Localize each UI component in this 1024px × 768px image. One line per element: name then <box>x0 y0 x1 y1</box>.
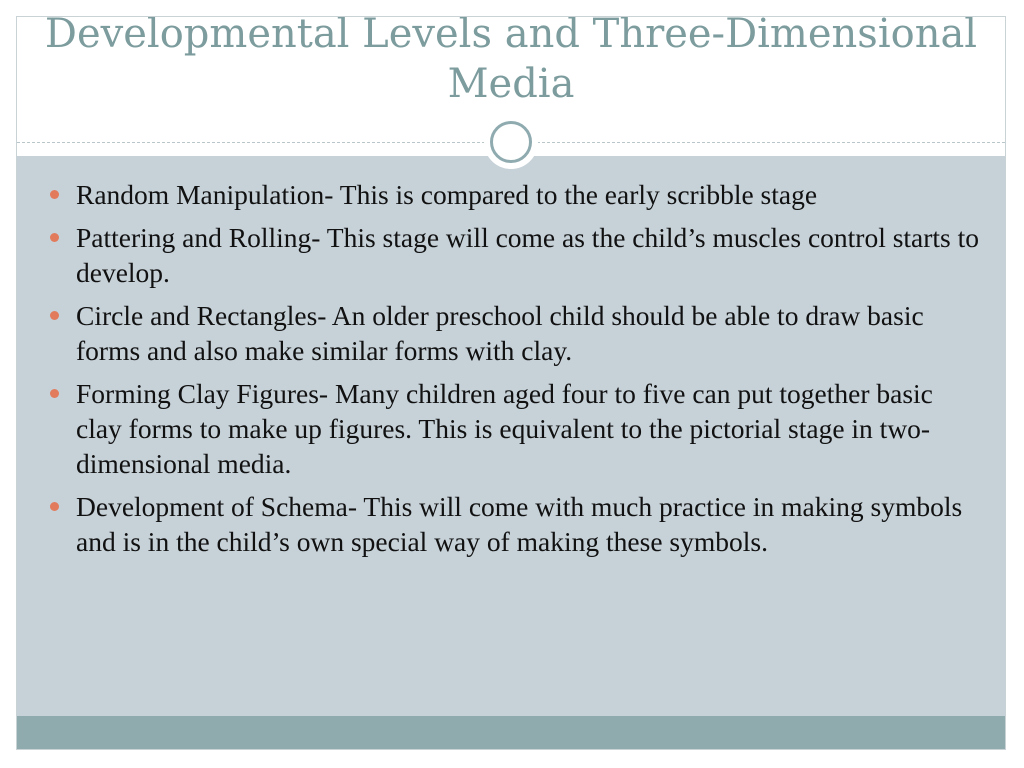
list-item <box>48 376 983 481</box>
bullet-dot-icon <box>50 233 59 242</box>
slide-title: Developmental Levels and Three-Dimensional Media <box>44 16 978 107</box>
circle-ornament-icon <box>484 115 538 169</box>
slide <box>16 16 1006 750</box>
bullet-dot-icon <box>50 502 59 511</box>
list-item <box>48 298 983 368</box>
footer-band <box>17 716 1005 750</box>
bullet-dot-icon <box>50 389 59 398</box>
bullet-text: Development of Schema- This will come with much practice in making symbols and is in the child’s own special way of making these symbols. <box>76 491 963 557</box>
bullet-text: Random Manipulation- This is compared to the early scribble stage <box>76 179 818 210</box>
bullet-dot-icon <box>50 190 59 199</box>
list-item <box>48 177 983 212</box>
list-item <box>48 489 983 559</box>
bullet-text: Forming Clay Figures- Many children aged four to five can put together basic clay forms to make up figures. This is equivalent to the pictorial stage in two-dimensional media. <box>76 378 933 479</box>
ornament-ring <box>490 121 532 163</box>
bullet-list <box>48 177 983 567</box>
bullet-text: Pattering and Rolling- This stage will come as the child’s muscles control starts to develop. <box>76 222 980 288</box>
list-item <box>48 220 983 290</box>
bullet-dot-icon <box>50 311 59 320</box>
bullet-text: Circle and Rectangles- An older preschool child should be able to draw basic forms and also make similar forms with clay. <box>76 300 924 366</box>
